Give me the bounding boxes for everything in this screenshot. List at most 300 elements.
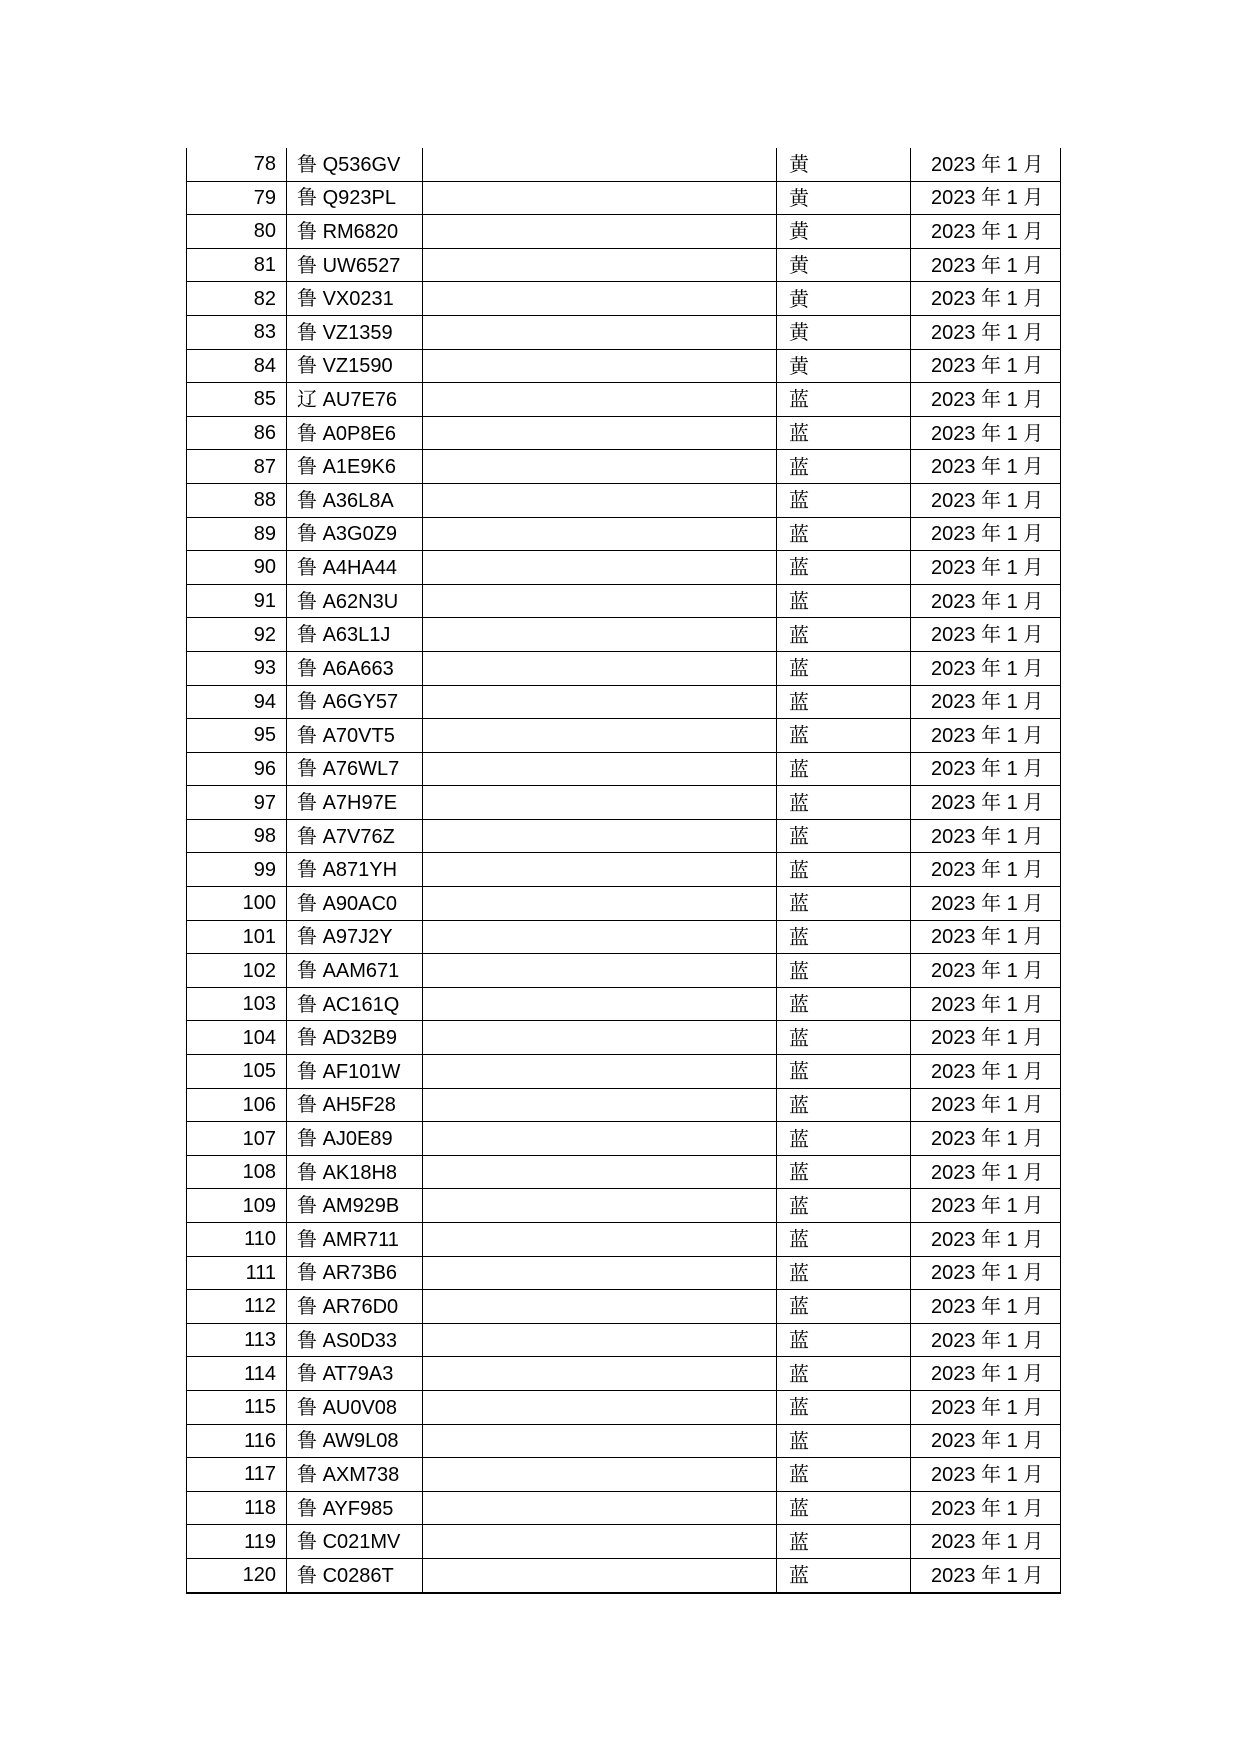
plate-province: 鲁 bbox=[297, 1529, 317, 1554]
date-month-char: 月 bbox=[1023, 1394, 1044, 1419]
record-date bbox=[911, 819, 1061, 853]
date-month-char: 月 bbox=[1023, 185, 1044, 210]
table-row bbox=[187, 584, 1061, 618]
plate-province: 鲁 bbox=[297, 756, 317, 781]
date-year: 2023 bbox=[931, 624, 976, 647]
plate-number bbox=[287, 1491, 423, 1525]
note-cell bbox=[423, 1055, 777, 1089]
plate-province: 鲁 bbox=[297, 286, 317, 311]
date-month: 1 bbox=[1006, 1094, 1018, 1117]
plate-province: 鲁 bbox=[297, 1126, 317, 1151]
table-row bbox=[187, 215, 1061, 249]
plate-code: A90AC0 bbox=[322, 892, 398, 915]
note-cell bbox=[423, 1021, 777, 1055]
date-year: 2023 bbox=[931, 758, 976, 781]
date-month-char: 月 bbox=[1023, 1562, 1044, 1587]
row-number: 99 bbox=[187, 853, 287, 887]
note-cell bbox=[423, 517, 777, 551]
date-month-char: 月 bbox=[1023, 1428, 1044, 1453]
date-month: 1 bbox=[1006, 288, 1018, 311]
date-month-char: 月 bbox=[1023, 218, 1044, 243]
plate-province: 鲁 bbox=[297, 722, 317, 747]
plate-code: AU0V08 bbox=[322, 1396, 398, 1419]
plate-color: 黄 bbox=[777, 215, 911, 249]
date-year: 2023 bbox=[931, 1228, 976, 1251]
plate-code: AXM738 bbox=[322, 1463, 400, 1486]
table-row bbox=[187, 551, 1061, 585]
date-month: 1 bbox=[1006, 691, 1018, 714]
note-cell bbox=[423, 181, 777, 215]
row-number: 78 bbox=[187, 148, 287, 181]
plate-color: 蓝 bbox=[777, 1424, 911, 1458]
record-date bbox=[911, 1458, 1061, 1492]
record-date bbox=[911, 551, 1061, 585]
note-cell bbox=[423, 383, 777, 417]
date-month-char: 月 bbox=[1023, 991, 1044, 1016]
plate-color: 蓝 bbox=[777, 551, 911, 585]
plate-number bbox=[287, 853, 423, 887]
date-month-char: 月 bbox=[1023, 353, 1044, 378]
date-month: 1 bbox=[1006, 1396, 1018, 1419]
record-date bbox=[911, 1357, 1061, 1391]
plate-color: 蓝 bbox=[777, 383, 911, 417]
table-row bbox=[187, 282, 1061, 316]
table-row bbox=[187, 148, 1061, 181]
plate-number bbox=[287, 1390, 423, 1424]
date-month-char: 月 bbox=[1023, 1293, 1044, 1318]
date-month-char: 月 bbox=[1023, 1226, 1044, 1251]
plate-number bbox=[287, 618, 423, 652]
date-year-char: 年 bbox=[981, 588, 1002, 613]
row-number: 80 bbox=[187, 215, 287, 249]
plate-color: 蓝 bbox=[777, 517, 911, 551]
plate-color: 蓝 bbox=[777, 786, 911, 820]
plate-code: AS0D33 bbox=[322, 1329, 398, 1352]
record-date bbox=[911, 1290, 1061, 1324]
plate-color: 蓝 bbox=[777, 1357, 911, 1391]
date-year-char: 年 bbox=[981, 1260, 1002, 1285]
plate-color: 蓝 bbox=[777, 618, 911, 652]
table-row bbox=[187, 181, 1061, 215]
date-year: 2023 bbox=[931, 321, 976, 344]
date-year: 2023 bbox=[931, 422, 976, 445]
plate-color: 蓝 bbox=[777, 1055, 911, 1089]
plate-code: AM929B bbox=[322, 1195, 400, 1218]
plate-code: AF101W bbox=[322, 1060, 401, 1083]
record-date bbox=[911, 987, 1061, 1021]
plate-color: 蓝 bbox=[777, 1290, 911, 1324]
table-row bbox=[187, 1357, 1061, 1391]
plate-number bbox=[287, 551, 423, 585]
row-number: 91 bbox=[187, 584, 287, 618]
date-month: 1 bbox=[1006, 1195, 1018, 1218]
date-month: 1 bbox=[1006, 254, 1018, 277]
note-cell bbox=[423, 685, 777, 719]
date-year: 2023 bbox=[931, 1363, 976, 1386]
date-year: 2023 bbox=[931, 1531, 976, 1554]
plate-color: 黄 bbox=[777, 148, 911, 181]
plate-province: 鲁 bbox=[297, 1293, 317, 1318]
record-date bbox=[911, 1088, 1061, 1122]
date-year-char: 年 bbox=[981, 1159, 1002, 1184]
date-month-char: 月 bbox=[1023, 1126, 1044, 1151]
plate-color: 蓝 bbox=[777, 819, 911, 853]
record-date bbox=[911, 1390, 1061, 1424]
row-number: 107 bbox=[187, 1122, 287, 1156]
plate-color: 蓝 bbox=[777, 719, 911, 753]
plate-color: 黄 bbox=[777, 248, 911, 282]
date-year-char: 年 bbox=[981, 1495, 1002, 1520]
table-row bbox=[187, 786, 1061, 820]
plate-color: 蓝 bbox=[777, 987, 911, 1021]
note-cell bbox=[423, 1122, 777, 1156]
plate-color: 蓝 bbox=[777, 1491, 911, 1525]
plate-color: 蓝 bbox=[777, 1155, 911, 1189]
plate-province: 鲁 bbox=[297, 521, 317, 546]
date-year: 2023 bbox=[931, 657, 976, 680]
date-month: 1 bbox=[1006, 388, 1018, 411]
row-number: 102 bbox=[187, 954, 287, 988]
date-month: 1 bbox=[1006, 792, 1018, 815]
date-year: 2023 bbox=[931, 926, 976, 949]
table-row bbox=[187, 920, 1061, 954]
date-month-char: 月 bbox=[1023, 689, 1044, 714]
date-year: 2023 bbox=[931, 187, 976, 210]
plate-number bbox=[287, 517, 423, 551]
date-month: 1 bbox=[1006, 1128, 1018, 1151]
note-cell bbox=[423, 551, 777, 585]
note-cell bbox=[423, 752, 777, 786]
row-number: 104 bbox=[187, 1021, 287, 1055]
date-month-char: 月 bbox=[1023, 1529, 1044, 1554]
plate-province: 鲁 bbox=[297, 151, 317, 176]
plate-number bbox=[287, 887, 423, 921]
date-month-char: 月 bbox=[1023, 386, 1044, 411]
table-row bbox=[187, 887, 1061, 921]
vehicle-plate-table bbox=[186, 148, 1061, 1594]
date-month: 1 bbox=[1006, 1262, 1018, 1285]
table-row bbox=[187, 1155, 1061, 1189]
plate-number bbox=[287, 248, 423, 282]
table-row bbox=[187, 1558, 1061, 1592]
date-year-char: 年 bbox=[981, 1226, 1002, 1251]
date-year-char: 年 bbox=[981, 622, 1002, 647]
note-cell bbox=[423, 651, 777, 685]
plate-province: 鲁 bbox=[297, 588, 317, 613]
plate-color: 蓝 bbox=[777, 887, 911, 921]
record-date bbox=[911, 315, 1061, 349]
row-number: 117 bbox=[187, 1458, 287, 1492]
note-cell bbox=[423, 315, 777, 349]
plate-code: A62N3U bbox=[322, 590, 399, 613]
plate-code: AMR711 bbox=[322, 1228, 399, 1251]
date-year-char: 年 bbox=[981, 353, 1002, 378]
record-date bbox=[911, 651, 1061, 685]
plate-code: AYF985 bbox=[322, 1497, 394, 1520]
date-month: 1 bbox=[1006, 1161, 1018, 1184]
date-month-char: 月 bbox=[1023, 1092, 1044, 1117]
plate-color: 蓝 bbox=[777, 1458, 911, 1492]
table-row bbox=[187, 1189, 1061, 1223]
note-cell bbox=[423, 483, 777, 517]
date-month-char: 月 bbox=[1023, 319, 1044, 344]
record-date bbox=[911, 1558, 1061, 1592]
plate-number bbox=[287, 1525, 423, 1559]
plate-number bbox=[287, 349, 423, 383]
record-date bbox=[911, 383, 1061, 417]
plate-number bbox=[287, 987, 423, 1021]
table-row bbox=[187, 1390, 1061, 1424]
date-year: 2023 bbox=[931, 825, 976, 848]
plate-number bbox=[287, 383, 423, 417]
record-date bbox=[911, 685, 1061, 719]
date-month: 1 bbox=[1006, 758, 1018, 781]
table-row bbox=[187, 1290, 1061, 1324]
date-month: 1 bbox=[1006, 1531, 1018, 1554]
note-cell bbox=[423, 1458, 777, 1492]
table-row bbox=[187, 954, 1061, 988]
row-number: 112 bbox=[187, 1290, 287, 1324]
note-cell bbox=[423, 1088, 777, 1122]
plate-number bbox=[287, 181, 423, 215]
record-date bbox=[911, 1189, 1061, 1223]
date-year-char: 年 bbox=[981, 420, 1002, 445]
date-month-char: 月 bbox=[1023, 554, 1044, 579]
record-date bbox=[911, 618, 1061, 652]
date-year: 2023 bbox=[931, 489, 976, 512]
plate-province: 鲁 bbox=[297, 1394, 317, 1419]
plate-province: 鲁 bbox=[297, 823, 317, 848]
note-cell bbox=[423, 215, 777, 249]
plate-province: 鲁 bbox=[297, 1495, 317, 1520]
plate-color: 黄 bbox=[777, 349, 911, 383]
date-month-char: 月 bbox=[1023, 1058, 1044, 1083]
plate-code: A1E9K6 bbox=[322, 456, 396, 479]
date-year-char: 年 bbox=[981, 924, 1002, 949]
record-date bbox=[911, 853, 1061, 887]
plate-color: 黄 bbox=[777, 282, 911, 316]
plate-code: A7V76Z bbox=[322, 825, 395, 848]
plate-number bbox=[287, 954, 423, 988]
date-month: 1 bbox=[1006, 1228, 1018, 1251]
plate-province: 鲁 bbox=[297, 1361, 317, 1386]
note-cell bbox=[423, 887, 777, 921]
plate-province: 鲁 bbox=[297, 655, 317, 680]
record-date bbox=[911, 248, 1061, 282]
plate-number bbox=[287, 1458, 423, 1492]
note-cell bbox=[423, 1290, 777, 1324]
plate-province: 鲁 bbox=[297, 1226, 317, 1251]
row-number: 111 bbox=[187, 1256, 287, 1290]
date-month: 1 bbox=[1006, 153, 1018, 176]
date-month: 1 bbox=[1006, 926, 1018, 949]
record-date bbox=[911, 920, 1061, 954]
record-date bbox=[911, 483, 1061, 517]
plate-code: VZ1359 bbox=[322, 321, 393, 344]
date-year: 2023 bbox=[931, 993, 976, 1016]
note-cell bbox=[423, 282, 777, 316]
row-number: 118 bbox=[187, 1491, 287, 1525]
record-date bbox=[911, 1055, 1061, 1089]
plate-province: 鲁 bbox=[297, 857, 317, 882]
table-row bbox=[187, 719, 1061, 753]
date-month: 1 bbox=[1006, 1564, 1018, 1587]
plate-code: A4HA44 bbox=[322, 556, 398, 579]
date-year: 2023 bbox=[931, 892, 976, 915]
plate-color: 蓝 bbox=[777, 651, 911, 685]
date-month-char: 月 bbox=[1023, 252, 1044, 277]
date-year: 2023 bbox=[931, 1094, 976, 1117]
date-year-char: 年 bbox=[981, 958, 1002, 983]
table-row bbox=[187, 1323, 1061, 1357]
date-year: 2023 bbox=[931, 724, 976, 747]
table-row bbox=[187, 1525, 1061, 1559]
row-number: 95 bbox=[187, 719, 287, 753]
plate-number bbox=[287, 1290, 423, 1324]
plate-province: 鲁 bbox=[297, 1327, 317, 1352]
plate-color: 蓝 bbox=[777, 1122, 911, 1156]
row-number: 105 bbox=[187, 1055, 287, 1089]
date-year-char: 年 bbox=[981, 1193, 1002, 1218]
row-number: 85 bbox=[187, 383, 287, 417]
plate-number bbox=[287, 416, 423, 450]
date-month: 1 bbox=[1006, 624, 1018, 647]
plate-number bbox=[287, 483, 423, 517]
note-cell bbox=[423, 1525, 777, 1559]
plate-code: AK18H8 bbox=[322, 1161, 398, 1184]
date-year-char: 年 bbox=[981, 857, 1002, 882]
note-cell bbox=[423, 1155, 777, 1189]
date-month-char: 月 bbox=[1023, 1159, 1044, 1184]
date-month: 1 bbox=[1006, 859, 1018, 882]
row-number: 92 bbox=[187, 618, 287, 652]
table-row bbox=[187, 1491, 1061, 1525]
row-number: 109 bbox=[187, 1189, 287, 1223]
plate-province: 鲁 bbox=[297, 1260, 317, 1285]
date-month: 1 bbox=[1006, 422, 1018, 445]
date-month-char: 月 bbox=[1023, 823, 1044, 848]
date-year-char: 年 bbox=[981, 487, 1002, 512]
plate-code: A76WL7 bbox=[322, 758, 400, 781]
note-cell bbox=[423, 1357, 777, 1391]
note-cell bbox=[423, 1256, 777, 1290]
plate-code: AD32B9 bbox=[322, 1027, 398, 1050]
date-year-char: 年 bbox=[981, 790, 1002, 815]
date-month: 1 bbox=[1006, 556, 1018, 579]
date-month: 1 bbox=[1006, 220, 1018, 243]
plate-color: 蓝 bbox=[777, 853, 911, 887]
date-month-char: 月 bbox=[1023, 1327, 1044, 1352]
date-year-char: 年 bbox=[981, 1025, 1002, 1050]
date-year-char: 年 bbox=[981, 1327, 1002, 1352]
note-cell bbox=[423, 1390, 777, 1424]
plate-color: 蓝 bbox=[777, 1256, 911, 1290]
date-month-char: 月 bbox=[1023, 857, 1044, 882]
date-year-char: 年 bbox=[981, 689, 1002, 714]
table-row bbox=[187, 819, 1061, 853]
plate-code: A63L1J bbox=[322, 624, 391, 647]
table-row bbox=[187, 1256, 1061, 1290]
plate-province: 鲁 bbox=[297, 353, 317, 378]
plate-code: UW6527 bbox=[322, 254, 401, 277]
plate-code: A36L8A bbox=[322, 489, 394, 512]
row-number: 120 bbox=[187, 1558, 287, 1592]
row-number: 100 bbox=[187, 887, 287, 921]
date-year: 2023 bbox=[931, 523, 976, 546]
note-cell bbox=[423, 618, 777, 652]
plate-color: 蓝 bbox=[777, 1525, 911, 1559]
date-month-char: 月 bbox=[1023, 420, 1044, 445]
plate-province: 鲁 bbox=[297, 1092, 317, 1117]
date-month: 1 bbox=[1006, 321, 1018, 344]
date-month-char: 月 bbox=[1023, 151, 1044, 176]
date-month: 1 bbox=[1006, 1497, 1018, 1520]
date-month-char: 月 bbox=[1023, 1461, 1044, 1486]
date-month-char: 月 bbox=[1023, 521, 1044, 546]
date-year-char: 年 bbox=[981, 454, 1002, 479]
plate-color: 蓝 bbox=[777, 1088, 911, 1122]
plate-province: 鲁 bbox=[297, 554, 317, 579]
date-year: 2023 bbox=[931, 1060, 976, 1083]
plate-province: 辽 bbox=[297, 386, 317, 411]
date-month-char: 月 bbox=[1023, 890, 1044, 915]
date-year-char: 年 bbox=[981, 185, 1002, 210]
row-number: 101 bbox=[187, 920, 287, 954]
note-cell bbox=[423, 987, 777, 1021]
date-month-char: 月 bbox=[1023, 286, 1044, 311]
date-year-char: 年 bbox=[981, 218, 1002, 243]
plate-code: Q923PL bbox=[322, 187, 396, 210]
date-year: 2023 bbox=[931, 288, 976, 311]
plate-province: 鲁 bbox=[297, 890, 317, 915]
plate-province: 鲁 bbox=[297, 1159, 317, 1184]
table-row bbox=[187, 248, 1061, 282]
plate-number bbox=[287, 1256, 423, 1290]
row-number: 110 bbox=[187, 1223, 287, 1257]
date-month-char: 月 bbox=[1023, 924, 1044, 949]
plate-number bbox=[287, 719, 423, 753]
record-date bbox=[911, 181, 1061, 215]
plate-province: 鲁 bbox=[297, 218, 317, 243]
table-row bbox=[187, 1088, 1061, 1122]
plate-code: A0P8E6 bbox=[322, 422, 396, 445]
plate-code: A6GY57 bbox=[322, 691, 399, 714]
record-date bbox=[911, 786, 1061, 820]
note-cell bbox=[423, 1189, 777, 1223]
row-number: 97 bbox=[187, 786, 287, 820]
date-year-char: 年 bbox=[981, 1126, 1002, 1151]
date-month-char: 月 bbox=[1023, 655, 1044, 680]
date-year: 2023 bbox=[931, 456, 976, 479]
plate-code: AJ0E89 bbox=[322, 1128, 393, 1151]
plate-code: AT79A3 bbox=[322, 1363, 394, 1386]
row-number: 84 bbox=[187, 349, 287, 383]
date-year-char: 年 bbox=[981, 1293, 1002, 1318]
plate-code: AW9L08 bbox=[322, 1430, 399, 1453]
table-row bbox=[187, 651, 1061, 685]
table-row bbox=[187, 853, 1061, 887]
record-date bbox=[911, 1155, 1061, 1189]
plate-province: 鲁 bbox=[297, 991, 317, 1016]
date-month: 1 bbox=[1006, 724, 1018, 747]
table-row bbox=[187, 349, 1061, 383]
table-row bbox=[187, 1055, 1061, 1089]
plate-code: AC161Q bbox=[322, 993, 400, 1016]
row-number: 88 bbox=[187, 483, 287, 517]
table-row bbox=[187, 1223, 1061, 1257]
plate-province: 鲁 bbox=[297, 622, 317, 647]
plate-province: 鲁 bbox=[297, 185, 317, 210]
